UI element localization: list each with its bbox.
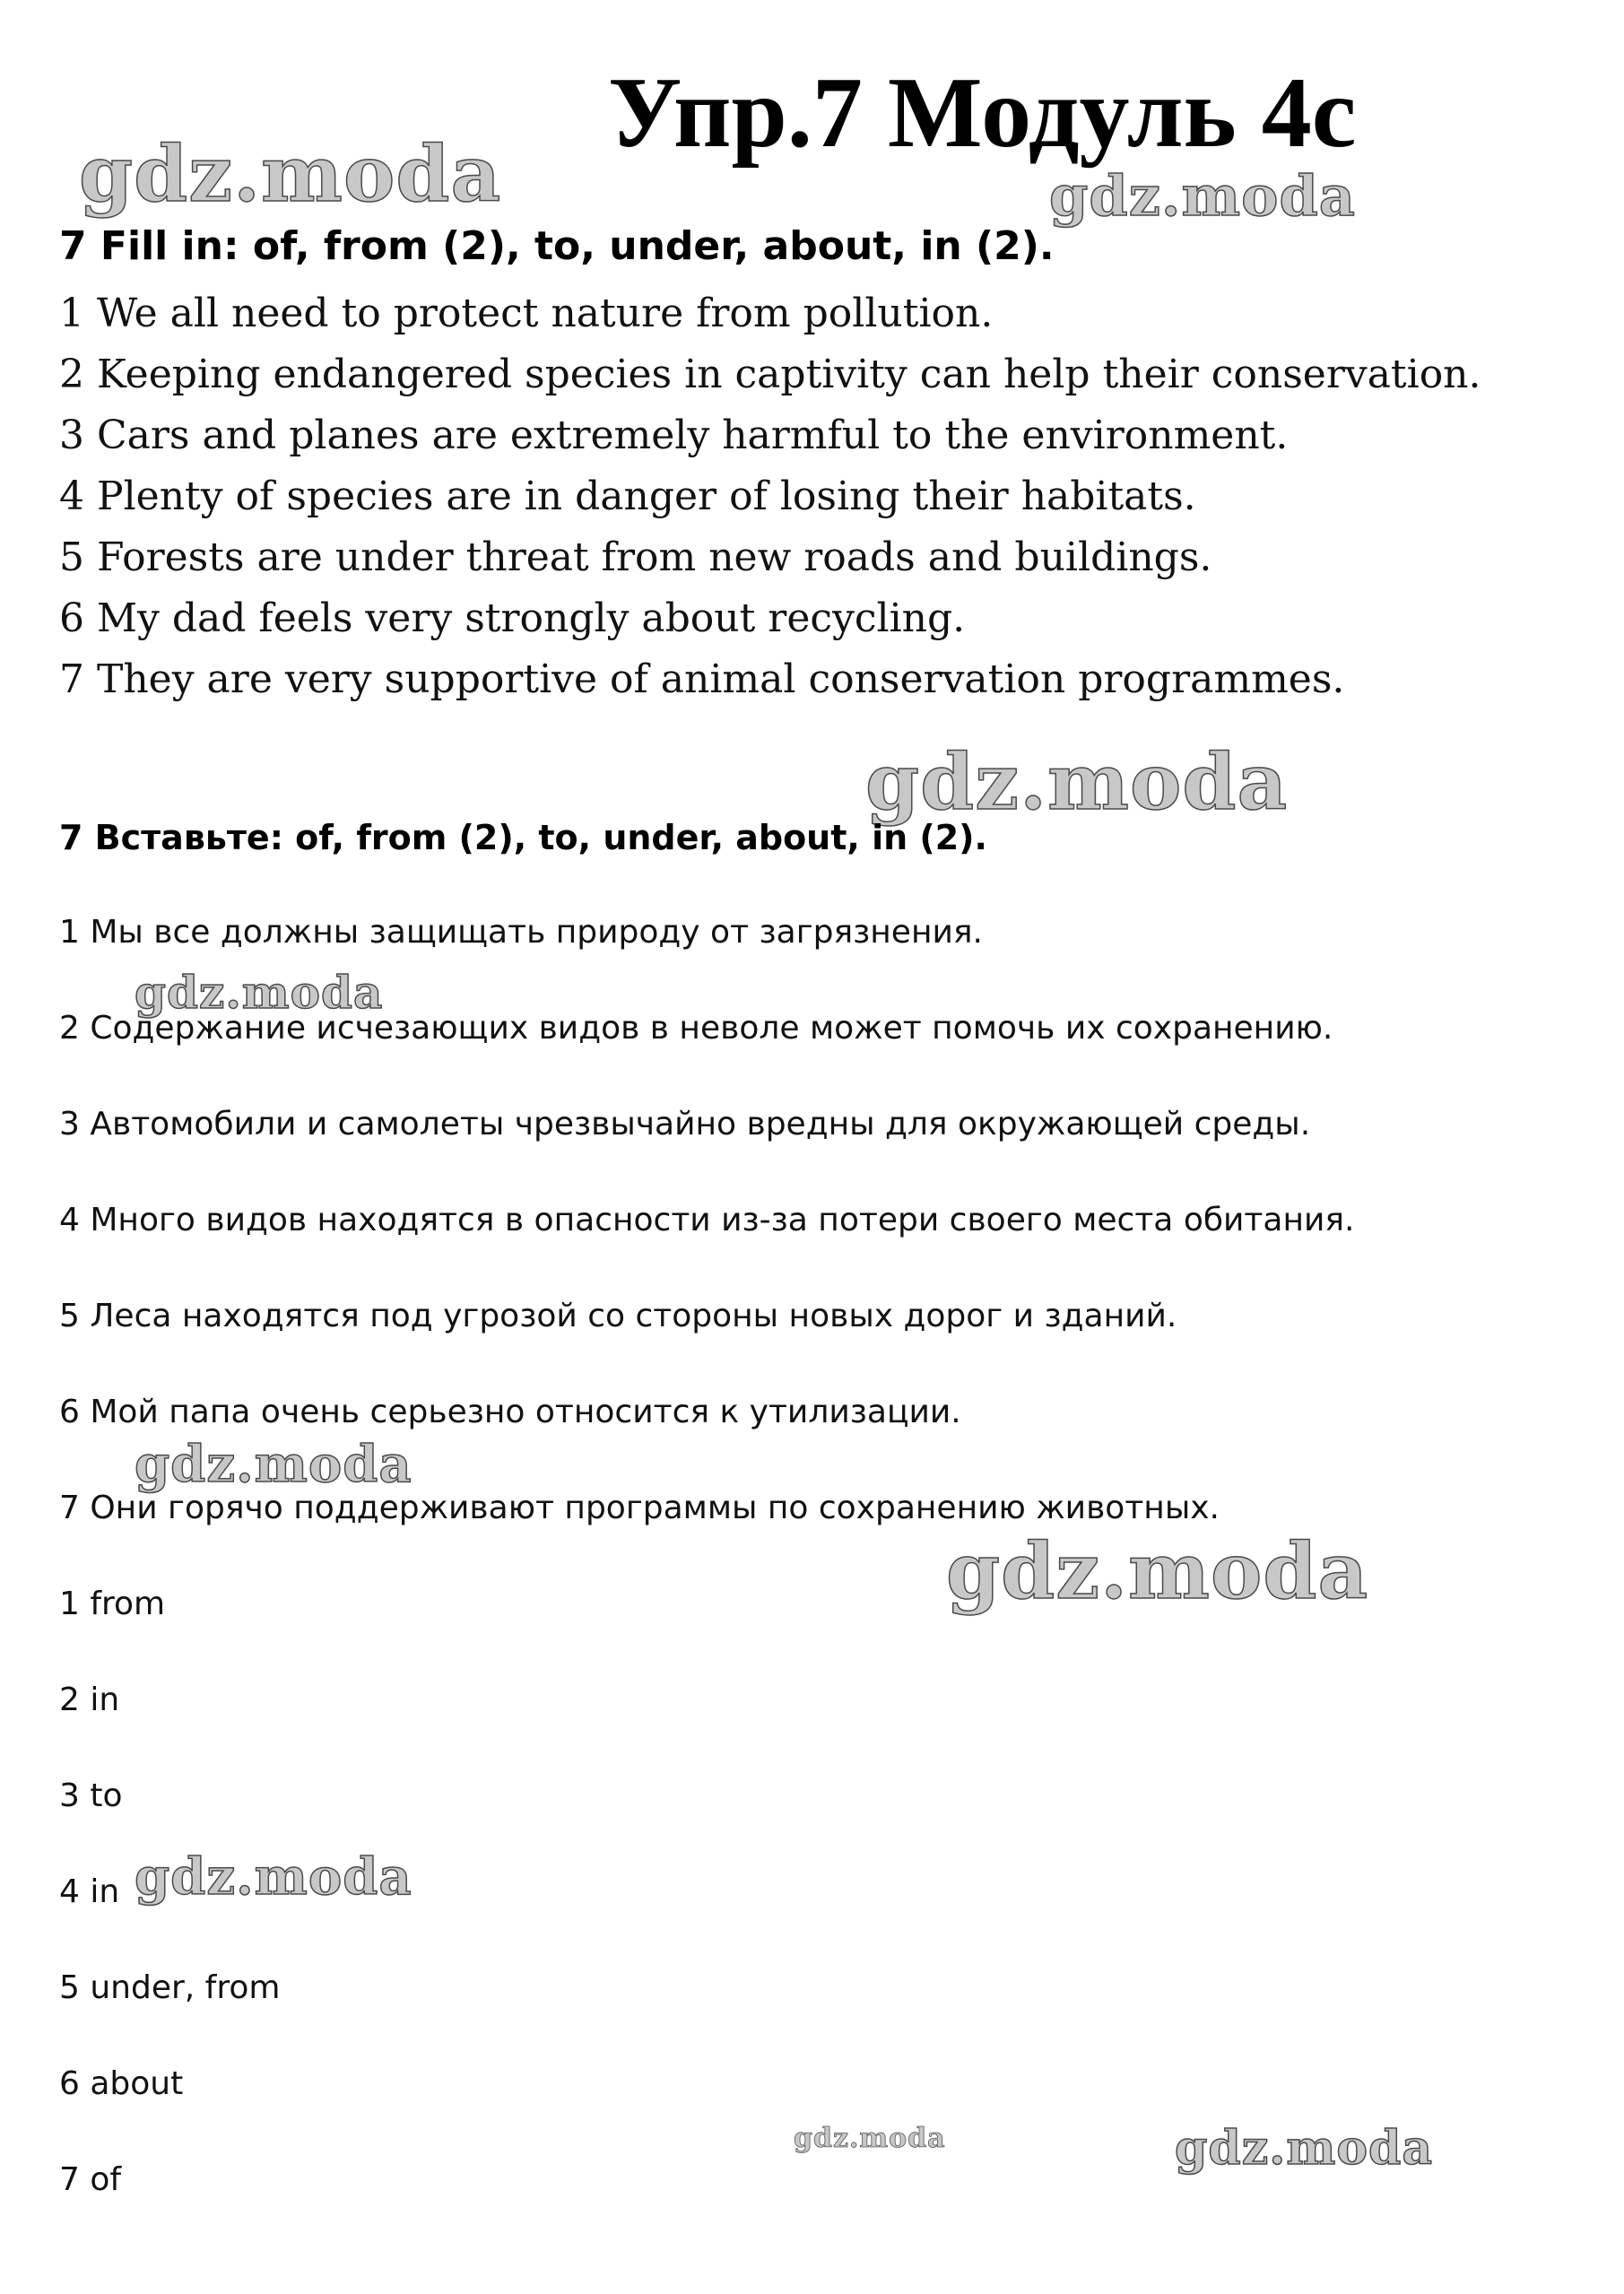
watermark: gdz.moda (135, 1435, 413, 1494)
answer-item: 5 under, from (59, 1969, 281, 2006)
exercise-heading-en: 7 Fill in: of, from (2), to, under, about, in (2). (59, 223, 1055, 269)
sentence-ru: 6 Мой папа очень серьезно относится к утилизации. (59, 1394, 961, 1430)
watermark: gdz.moda (1175, 2121, 1434, 2176)
exercise-heading-ru: 7 Вставьте: of, from (2), to, under, about, in (2). (59, 818, 987, 857)
watermark: gdz.moda (794, 2123, 946, 2154)
watermark: gdz.moda (946, 1526, 1369, 1617)
sentence-en: 7 They are very supportive of animal conservation programmes. (59, 656, 1345, 702)
sentence-ru: 7 Они горячо поддерживают программы по сохранению животных. (59, 1490, 1220, 1526)
answer-item: 3 to (59, 1777, 123, 1814)
sentence-ru: 2 Содержание исчезающих видов в неволе может помочь их сохранению. (59, 1010, 1333, 1047)
sentence-ru: 5 Леса находятся под угрозой со стороны новых дорог и зданий. (59, 1298, 1177, 1334)
sentence-ru: 1 Мы все должны защищать природу от загрязнения. (59, 914, 983, 951)
sentence-ru: 4 Много видов находятся в опасности из-за потери своего места обитания. (59, 1202, 1355, 1238)
watermark: gdz.moda (135, 1847, 413, 1907)
sentence-en: 6 My dad feels very strongly about recycling. (59, 595, 966, 641)
sentence-ru: 3 Автомобили и самолеты чрезвычайно вредны для окружающей среды. (59, 1106, 1311, 1143)
sentence-en: 4 Plenty of species are in danger of losing their habitats. (59, 474, 1196, 519)
watermark: gdz.moda (135, 966, 384, 1019)
sentence-en: 5 Forests are under threat from new roads and buildings. (59, 534, 1212, 580)
answer-item: 7 of (59, 2161, 122, 2198)
answer-item: 6 about (59, 2065, 184, 2102)
watermark: gdz.moda (79, 129, 502, 220)
sentence-en: 1 We all need to protect nature from pollution. (59, 291, 994, 336)
answer-item: 4 in (59, 1873, 120, 1910)
watermark: gdz.moda (865, 737, 1289, 828)
answer-item: 1 from (59, 1586, 166, 1622)
answer-item: 2 in (59, 1681, 120, 1718)
page-title: Упр.7 Модуль 4с (608, 57, 1357, 169)
sentence-en: 2 Keeping endangered species in captivity can help their conservation. (59, 352, 1481, 397)
sentence-en: 3 Cars and planes are extremely harmful to the environment. (59, 413, 1289, 458)
watermark: gdz.moda (1049, 163, 1356, 229)
